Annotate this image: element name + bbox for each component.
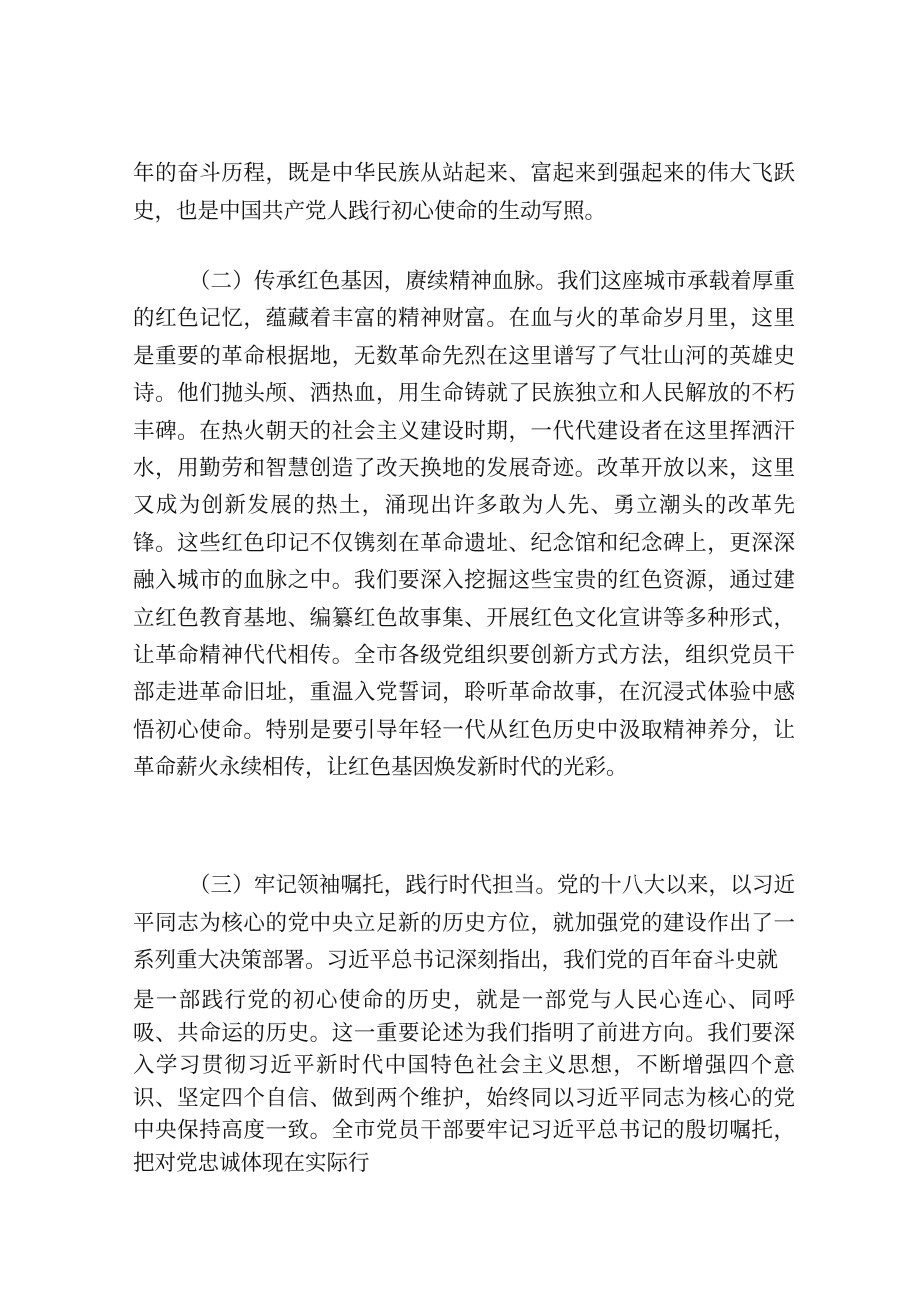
paragraph-2: （二）传承红色基因，赓续精神血脉。我们这座城市承载着厚重的红色记忆，蕴藏着丰富的精神财富。在血与火的革命岁月里，这里是重要的革命根据地，无数革命先烈在这里谱写了气壮山河的英雄史诗。他们抛头颅、洒热血，用生命铸就了民族独立和人民解放的不朽丰碑。在热火朝天的社会主义建设时期，一代代建设者在这里挥洒汗水，用勤劳和智慧创造了改天换地的发展奇迹。改革开放以来，这里又成为创新发展的热土，涌现出许多敢为人先、勇立潮头的改革先锋。这些红色印记不仅镌刻在革命遗址、纪念馆和纪念碑上，更深深融入城市的血脉之中。我们要深入挖掘这些宝贵的红色资源，通过建立红色教育基地、编纂红色故事集、开展红色文化宣讲等多种形式，让革命精神代代相传。全市各级党组织要创新方式方法，组织党员干部走进革命旧址，重温入党誓词，聆听革命故事，在沉浸式体验中感悟初心使命。特别是要引导年轻一代从红色历史中汲取精神养分，让革命薪火永续相传，让红色基因焕发新时代的光彩。 xyxy=(133,269,795,781)
paragraph-4: 是一部践行党的初心使命的历史，就是一部党与人民心连心、同呼吸、共命运的历史。这一重要论述为我们指明了前进方向。我们要深入学习贯彻习近平新时代中国特色社会主义思想，不断增强四个意识、坚定四个自信、做到两个维护，始终同以习近平同志为核心的党中央保持高度一致。全市党员干部要牢记习近平总书记的殷切嘱托，把对党忠诚体现在实际行 xyxy=(133,988,795,1176)
paragraph-3: （三）牢记领袖嘱托，践行时代担当。党的十八大以来，以习近平同志为核心的党中央立足新的历史方位，就加强党的建设作出了一系列重大决策部署。习近平总书记深刻指出，我们党的百年奋斗史就 xyxy=(133,873,795,973)
paragraph-1: 年的奋斗历程，既是中华民族从站起来、富起来到强起来的伟大飞跃史，也是中国共产党人践行初心使命的生动写照。 xyxy=(133,161,795,224)
